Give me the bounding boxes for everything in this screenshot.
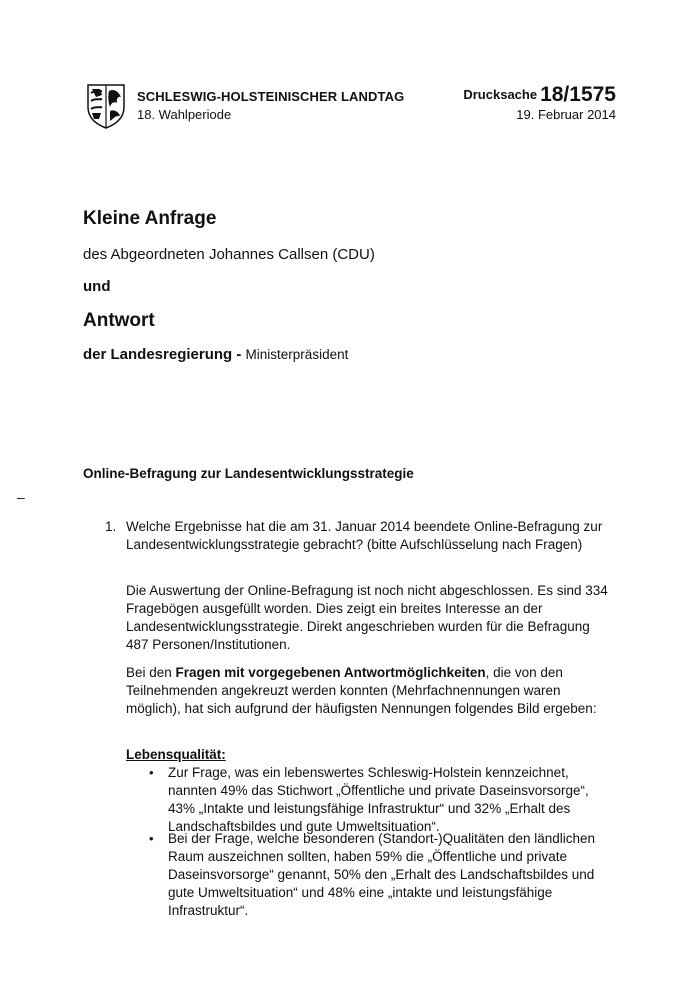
question-text: Welche Ergebnisse hat die am 31. Januar 2014 beendete Online-Befragung zur Landesentwicklungsstrategie gebracht? (bitte Aufschlüsselung nach Fragen) xyxy=(126,519,603,552)
document-date: 19. Februar 2014 xyxy=(516,107,616,122)
inquiry-author: des Abgeordneten Johannes Callsen (CDU) xyxy=(83,246,375,263)
answer-title: Antwort xyxy=(83,310,155,331)
paragraph-2-emphasis: Fragen mit vorgegebenen Antwortmöglichkeiten xyxy=(175,665,486,680)
conjunction-und: und xyxy=(83,278,111,295)
institution-name: SCHLESWIG-HOLSTEINISCHER LANDTAG xyxy=(137,89,405,104)
government-label: der Landesregierung - xyxy=(83,346,242,363)
question-number: 1. xyxy=(105,519,117,534)
legislative-period: 18. Wahlperiode xyxy=(137,107,232,122)
bullet-icon: • xyxy=(149,765,154,780)
margin-dash: – xyxy=(17,489,25,505)
drucksache-reference xyxy=(463,83,616,107)
bullet-icon: • xyxy=(149,831,154,846)
document-type-title: Kleine Anfrage xyxy=(83,208,217,229)
drucksache-number: 18/1575 xyxy=(540,83,616,106)
answer-paragraph-2 xyxy=(126,664,616,718)
section-heading-lebensqualitaet: Lebensqualität: xyxy=(126,747,226,762)
list-item: Zur Frage, was ein lebenswertes Schleswig-Holstein kennzeichnet, nannten 49% das Stichwort „Öffentliche und private Daseinsvorsorge“, 43% „Intakte und leistungsfähige Infrastruktur“ und 32% „Erhalt des Landschaftsbildes und gute Umweltsituation“. xyxy=(168,765,589,834)
responding-government xyxy=(83,346,348,363)
paragraph-2-rest: , die von den Teilnehmenden angekreuzt werden konnten (Mehrfachnennungen waren möglich), hat sich aufgrund der häufigsten Nennungen folgendes Bild ergeben: xyxy=(126,665,597,716)
paragraph-2-intro: Bei den xyxy=(126,665,176,680)
answer-paragraph-1: Die Auswertung der Online-Befragung ist noch nicht abgeschlossen. Es sind 334 Fragebögen ausgefüllt worden. Dies zeigt ein breites Interesse an der Landesentwicklungsstrategie. Direkt angeschrieben wurden für die Befragung 487 Personen/Institutionen. xyxy=(126,583,608,652)
drucksache-label: Drucksache xyxy=(463,87,538,102)
list-item: Bei der Frage, welche besonderen (Standort-)Qualitäten den ländlichen Raum auszeichnen sollten, haben 59% die „Öffentliche und private Daseinsvorsorge“ genannt, 50% den „Erhalt des Landschaftsbildes und gute Umweltsituation“ und 48% eine „intakte und leistungsfähige Infrastruktur“. xyxy=(168,831,596,918)
ministry-name: Ministerpräsident xyxy=(245,347,349,362)
subject-heading: Online-Befragung zur Landesentwicklungsstrategie xyxy=(83,466,414,481)
coat-of-arms-icon xyxy=(86,83,126,129)
